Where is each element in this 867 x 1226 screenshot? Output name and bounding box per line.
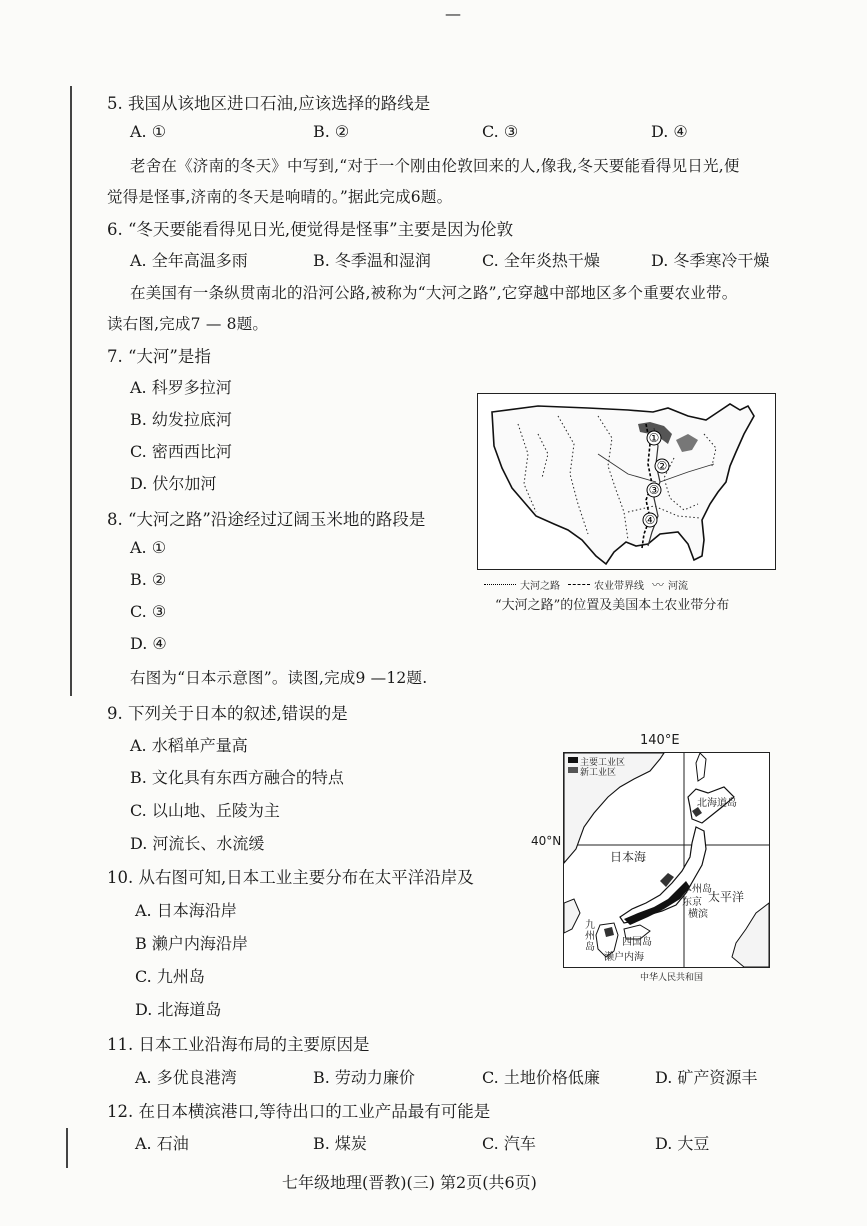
- question-5-option-b: B. ②: [313, 122, 350, 141]
- page-footer: 七年级地理(晋教)(三) 第2页(共6页): [282, 1173, 537, 1192]
- question-12-option-c: C. 汽车: [482, 1134, 536, 1153]
- question-6-option-d: D. 冬季寒冷干燥: [651, 251, 770, 270]
- intro-6-line-2: 觉得是怪事,济南的冬天是响晴的。”据此完成6题。: [107, 188, 453, 206]
- question-10-stem: 10. 从右图可知,日本工业主要分布在太平洋沿岸及: [107, 868, 474, 887]
- question-6-option-c: C. 全年炎热干燥: [482, 251, 600, 270]
- legend-main-swatch: [568, 757, 578, 763]
- question-9-option-d: D. 河流长、水流缓: [130, 834, 265, 853]
- question-10-option-c: C. 九州岛: [135, 967, 205, 986]
- korea-peninsula: [564, 899, 580, 933]
- legend-boundary-label: 农业带界线: [594, 581, 644, 592]
- question-7-option-a: A. 科罗多拉河: [130, 378, 232, 397]
- japan-label-shikoku: 四国岛: [622, 937, 652, 948]
- intro-7-8-line-1: 在美国有一条纵贯南北的沿河公路,被称为“大河之路”,它穿越中部地区多个重要农业带。: [130, 284, 738, 302]
- island-right: [732, 903, 769, 967]
- question-7-option-b: B. 幼发拉底河: [130, 410, 232, 429]
- question-10-option-d: D. 北海道岛: [135, 1000, 222, 1019]
- japan-label-tokyo: 东京: [682, 897, 702, 908]
- question-5-option-a: A. ①: [130, 122, 167, 141]
- japan-legend-main: 主要工业区: [580, 758, 626, 768]
- legend-new-swatch: [568, 767, 578, 773]
- question-12-stem: 12. 在日本横滨港口,等待出口的工业产品最有可能是: [107, 1102, 491, 1121]
- question-7-stem: 7. “大河”是指: [107, 347, 211, 366]
- question-12-option-b: B. 煤炭: [313, 1134, 367, 1153]
- question-12-option-d: D. 大豆: [655, 1134, 710, 1153]
- japan-label-pacific: 太平洋: [708, 890, 745, 904]
- question-8-option-c: C. ③: [130, 602, 167, 621]
- question-12-option-a: A. 石油: [135, 1134, 189, 1153]
- us-agriculture-map: [477, 393, 776, 570]
- legend-river-icon: 〰: [652, 578, 665, 592]
- question-9-option-c: C. 以山地、丘陵为主: [130, 801, 280, 820]
- japan-legend-new: 新工业区: [580, 768, 617, 778]
- marker-4: ④: [644, 513, 656, 527]
- question-9-option-b: B. 文化具有东西方融合的特点: [130, 768, 344, 787]
- intro-7-8-line-2: 读右图,完成7 — 8题。: [107, 315, 269, 333]
- question-5-option-d: D. ④: [651, 122, 688, 141]
- japan-label-honshu: 本州岛: [682, 884, 712, 895]
- us-map-drawing: [478, 394, 775, 569]
- legend-boundary-symbol: [568, 584, 590, 585]
- question-5-option-c: C. ③: [482, 122, 519, 141]
- question-7-option-d: D. 伏尔加河: [130, 474, 217, 493]
- question-10-option-a: A. 日本海沿岸: [135, 901, 237, 920]
- legend-road-label: 大河之路: [520, 581, 560, 592]
- japan-label-yokohama: 横滨: [688, 909, 708, 920]
- us-map-caption: “大河之路”的位置及美国本土农业带分布: [495, 598, 730, 613]
- question-6-option-a: A. 全年高温多雨: [130, 251, 248, 270]
- marker-2: ②: [656, 459, 668, 473]
- question-8-option-d: D. ④: [130, 634, 167, 653]
- question-9-stem: 9. 下列关于日本的叙述,错误的是: [107, 704, 348, 723]
- question-6-stem: 6. “冬天要能看得见日光,便觉得是怪事”主要是因为伦敦: [107, 220, 514, 239]
- legend-river-label: 河流: [668, 581, 689, 592]
- question-8-option-b: B. ②: [130, 570, 167, 589]
- legend-road-symbol: [484, 584, 516, 585]
- us-map-legend: [484, 576, 688, 593]
- question-11-option-b: B. 劳动力廉价: [313, 1068, 415, 1087]
- us-outline: [492, 404, 754, 564]
- question-8-option-a: A. ①: [130, 538, 167, 557]
- japan-lon-label: 140°E: [640, 733, 680, 748]
- question-7-option-c: C. 密西西比河: [130, 442, 232, 461]
- margin-line-bottom: [66, 1128, 68, 1168]
- question-10-option-b: B 濑户内海沿岸: [135, 934, 248, 953]
- question-11-option-d: D. 矿产资源丰: [655, 1068, 758, 1087]
- japan-label-sea-of-japan: 日本海: [610, 850, 647, 864]
- question-6-option-b: B. 冬季温和湿润: [313, 251, 431, 270]
- question-11-option-c: C. 土地价格低廉: [482, 1068, 600, 1087]
- japan-lat-label: 40°N: [531, 834, 562, 848]
- japan-label-seto: 濑户内海: [604, 952, 644, 963]
- marker-3: ③: [648, 483, 660, 497]
- intro-6-line-1: 老舍在《济南的冬天》中写到,“对于一个刚由伦敦回来的人,像我,冬天要能看得见日光,便: [130, 157, 740, 175]
- japan-label-kyushu: 九州岛: [585, 920, 595, 953]
- question-11-stem: 11. 日本工业沿海布局的主要原因是: [107, 1035, 370, 1054]
- japan-map-caption: 中华人民共和国: [640, 973, 704, 983]
- question-9-option-a: A. 水稻单产量高: [130, 736, 248, 755]
- header-mark: —: [445, 4, 461, 23]
- sakhalin-shape: [696, 753, 706, 781]
- question-5-stem: 5. 我国从该地区进口石油,应该选择的路线是: [107, 94, 431, 113]
- japan-label-hokkaido: 北海道岛: [697, 798, 737, 809]
- question-11-option-a: A. 多优良港湾: [135, 1068, 237, 1087]
- question-8-stem: 8. “大河之路”沿途经过辽阔玉米地的路段是: [107, 510, 426, 529]
- margin-line-top: [70, 86, 72, 696]
- intro-9-12: 右图为“日本示意图”。读图,完成9 —12题.: [130, 669, 428, 687]
- marker-1: ①: [648, 431, 660, 445]
